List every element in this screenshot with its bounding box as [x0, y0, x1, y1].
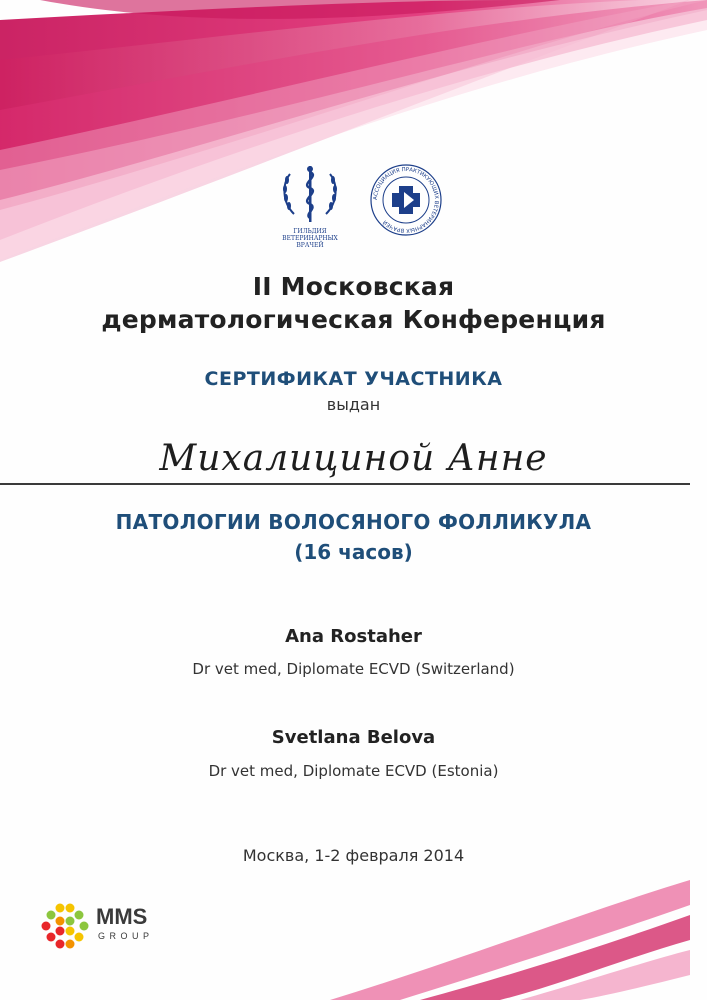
mms-group-label: GROUP: [98, 931, 154, 941]
speaker-credentials: Dr vet med, Diplomate ECVD (Switzerland): [192, 660, 515, 678]
conference-title: [0, 270, 707, 336]
association-ring-text: АССОЦИАЦИЯ ПРАКТИКУЮЩИХ ВЕТЕРИНАРНЫХ ВРАЧЕЙ: [372, 166, 440, 234]
guild-text-line1: ГИЛЬДИЯ: [293, 228, 327, 235]
course-hours: (16 часов): [294, 540, 413, 564]
place-and-date: Москва, 1-2 февраля 2014: [242, 846, 465, 865]
guild-logo-text: [272, 228, 348, 249]
certificate-heading: СЕРТИФИКАТ УЧАСТНИКА: [204, 368, 503, 390]
association-cross-icon: [368, 162, 444, 238]
conference-title-line1: II Московская: [252, 272, 455, 301]
recipient-name: Михалициной Анне: [159, 438, 548, 479]
guild-text-line3: ВРАЧЕЙ: [296, 242, 324, 249]
mms-group-logo: [40, 902, 180, 952]
mms-dots-icon: [40, 902, 92, 952]
veterinary-guild-logo: [272, 162, 348, 258]
vet-association-logo: [368, 162, 444, 238]
mms-wordmark: MMS: [96, 904, 148, 929]
guild-text-line2: ВЕТЕРИНАРНЫХ: [282, 235, 338, 242]
conference-title-line2: дерматологическая Конференция: [101, 305, 606, 334]
speaker-credentials: Dr vet med, Diplomate ECVD (Estonia): [208, 762, 499, 780]
recipient-underline: [0, 483, 690, 485]
logos-row: [0, 162, 707, 262]
course-name: ПАТОЛОГИИ ВОЛОСЯНОГО ФОЛЛИКУЛА: [115, 510, 592, 534]
speaker-name: Ana Rostaher: [285, 626, 422, 647]
speaker-name: Svetlana Belova: [271, 727, 436, 748]
caduceus-laurel-icon: [272, 162, 348, 228]
issued-label: выдан: [326, 395, 381, 414]
